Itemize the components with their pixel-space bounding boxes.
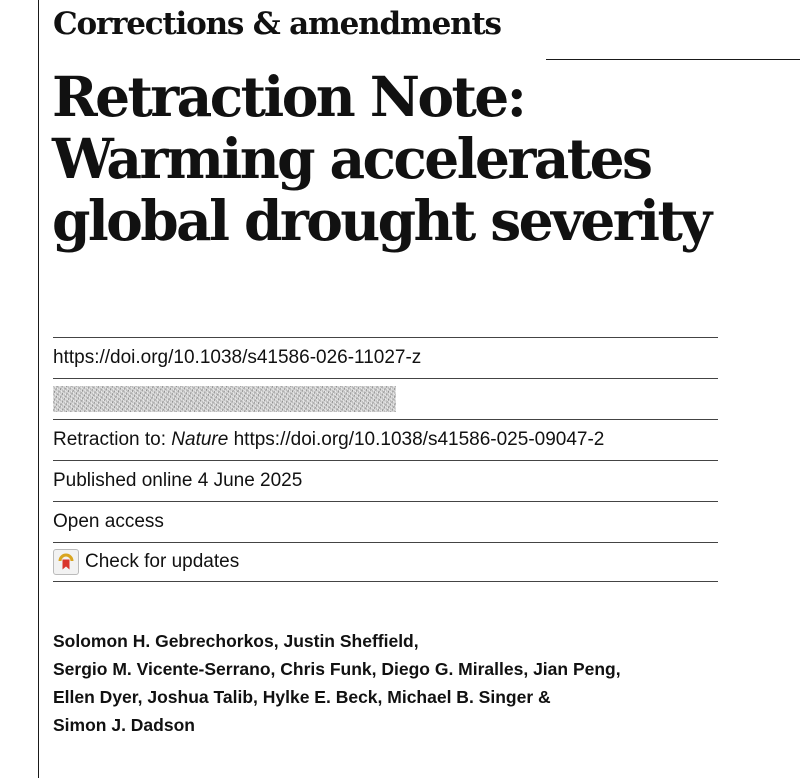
- article-title: [52, 66, 710, 252]
- author-line: Simon J. Dadson: [53, 715, 195, 735]
- redacted-block: [53, 386, 396, 412]
- published-row: [53, 460, 718, 501]
- retraction-row: [53, 419, 718, 460]
- title-line: Warming accelerates: [52, 126, 651, 191]
- access-row: [53, 501, 718, 542]
- author-line: Ellen Dyer, Joshua Talib, Hylke E. Beck, Michael B. Singer &: [53, 687, 551, 707]
- doi-link[interactable]: https://doi.org/10.1038/s41586-026-11027-z: [53, 347, 422, 368]
- retracted-article-link[interactable]: https://doi.org/10.1038/s41586-025-09047-2: [233, 429, 605, 450]
- published-date: Published online 4 June 2025: [53, 470, 303, 491]
- article-metadata: [53, 337, 718, 582]
- author-list: [53, 627, 621, 739]
- open-access-label: Open access: [53, 511, 164, 532]
- header-rule: [546, 59, 800, 60]
- redacted-row: [53, 378, 718, 419]
- retraction-prefix: Retraction to:: [53, 429, 166, 450]
- section-label: Corrections & amendments: [53, 6, 501, 42]
- doi-row: [53, 337, 718, 378]
- check-for-updates-button[interactable]: Check for updates: [85, 551, 240, 572]
- journal-name: Nature: [171, 429, 229, 450]
- author-line: Sergio M. Vicente-Serrano, Chris Funk, Diego G. Miralles, Jian Peng,: [53, 659, 621, 679]
- left-border-rule: [38, 0, 39, 778]
- check-updates-row[interactable]: [53, 542, 718, 582]
- author-line: Solomon H. Gebrechorkos, Justin Sheffield,: [53, 631, 419, 651]
- title-line: Retraction Note:: [52, 64, 525, 129]
- check-for-updates-icon[interactable]: [53, 549, 79, 575]
- title-line: global drought severity: [52, 188, 710, 253]
